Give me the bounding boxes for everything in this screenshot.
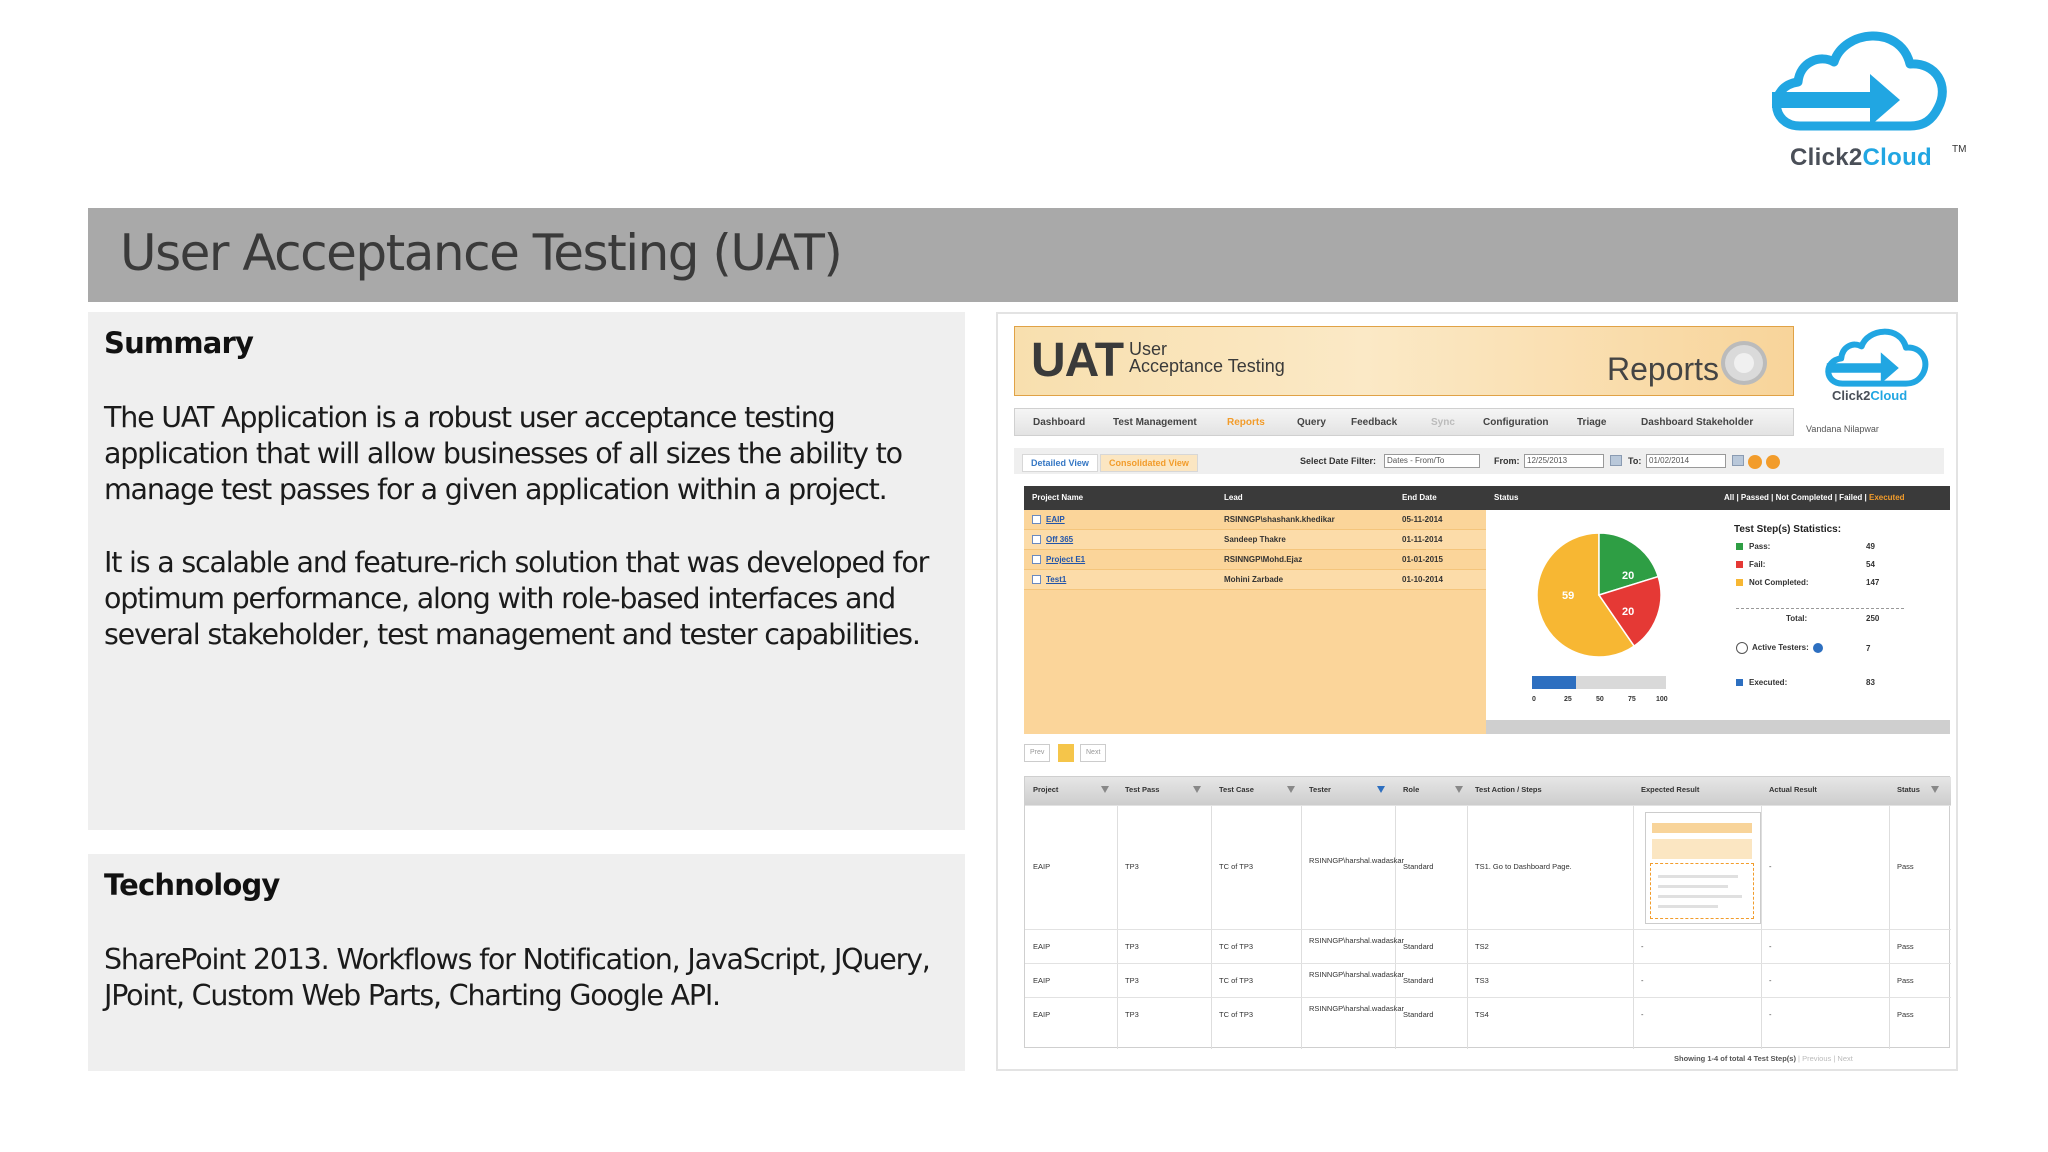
info-icon[interactable] <box>1813 643 1823 653</box>
table-row[interactable] <box>1024 550 1486 570</box>
progress-tick: 75 <box>1628 696 1636 703</box>
nav-sync[interactable]: Sync <box>1431 417 1455 428</box>
stat-active-testers-value: 7 <box>1866 644 1871 653</box>
current-page-button[interactable] <box>1058 744 1074 762</box>
tab-detailed-view[interactable]: Detailed View <box>1022 454 1098 472</box>
date-filter-select[interactable]: Dates - From/To <box>1384 454 1480 468</box>
step-tester: RSINNGP\harshal.wadaskar <box>1309 970 1405 979</box>
col-tester[interactable]: Tester <box>1309 785 1331 794</box>
step-test-case: TC of TP3 <box>1219 976 1254 985</box>
technology-panel <box>88 854 965 1071</box>
refresh-icon[interactable] <box>1748 455 1762 469</box>
nav-dashboard-stakeholder[interactable]: Dashboard Stakeholder <box>1641 417 1754 428</box>
stat-pass: Pass: <box>1736 542 1770 551</box>
stat-active-testers: Active Testers: <box>1736 642 1823 654</box>
col-test-pass[interactable]: Test Pass <box>1125 785 1160 794</box>
steps-table-header <box>1025 777 1951 805</box>
pass-swatch <box>1736 543 1743 550</box>
thumb-line <box>1658 885 1728 888</box>
nav-feedback[interactable]: Feedback <box>1351 417 1398 428</box>
to-date-input[interactable]: 01/02/2014 <box>1646 454 1726 468</box>
summary-paragraph-2: It is a scalable and feature-rich solution that was developed for optimum performance, along with role-based interfaces and several stakeholder, test management and tester capabilities. <box>104 546 929 651</box>
table-row[interactable] <box>1025 997 1951 1031</box>
col-status[interactable]: Status <box>1494 493 1519 502</box>
step-status: Pass <box>1897 976 1914 985</box>
table-row[interactable] <box>1025 963 1951 997</box>
step-action: TS3 <box>1475 976 1489 985</box>
step-action: TS4 <box>1475 1010 1489 1019</box>
project-end-date: 01-01-2015 <box>1402 555 1443 564</box>
expected-result-thumbnail[interactable] <box>1645 812 1761 924</box>
title-bar <box>88 208 1958 302</box>
from-label: From: <box>1494 456 1520 466</box>
step-tester: RSINNGP\harshal.wadaskar <box>1309 856 1405 865</box>
step-test-case: TC of TP3 <box>1219 1010 1254 1019</box>
stat-not-completed: Not Completed: <box>1736 578 1809 587</box>
from-date-input[interactable]: 12/25/2013 <box>1524 454 1604 468</box>
progress-tick: 100 <box>1656 696 1668 703</box>
step-tester: RSINNGP\harshal.wadaskar <box>1309 936 1405 945</box>
stats-footer-bar <box>1486 720 1950 734</box>
pie-label-pass: 20 <box>1622 570 1635 582</box>
summary-panel <box>88 312 965 830</box>
nav-reports[interactable]: Reports <box>1227 417 1265 428</box>
project-end-date: 05-11-2014 <box>1402 515 1443 524</box>
pie-label-not-completed: 59 <box>1562 590 1575 602</box>
project-lead: Sandeep Thakre <box>1224 535 1286 544</box>
prev-page-button[interactable]: Prev <box>1024 744 1050 762</box>
not-completed-swatch <box>1736 579 1743 586</box>
step-test-pass: TP3 <box>1125 976 1139 985</box>
step-project: EAIP <box>1033 1010 1051 1019</box>
stat-total-value: 250 <box>1866 614 1880 623</box>
step-role: Standard <box>1403 942 1434 951</box>
step-actual: - <box>1769 862 1772 871</box>
project-end-date: 01-11-2014 <box>1402 535 1443 544</box>
app-nav-bar <box>1014 408 1794 436</box>
thumb-banner <box>1652 823 1752 833</box>
mini-logo-wordmark: Click2Cloud <box>1832 388 1908 403</box>
click2cloud-logo <box>1760 16 1970 176</box>
step-project: EAIP <box>1033 976 1051 985</box>
step-expected: - <box>1641 976 1644 985</box>
step-expected: - <box>1641 942 1644 951</box>
page-title: User Acceptance Testing (UAT) <box>120 224 842 282</box>
step-test-pass: TP3 <box>1125 942 1139 951</box>
col-actual-result[interactable]: Actual Result <box>1769 785 1817 794</box>
project-table-body <box>1024 510 1486 734</box>
logo-wordmark: Click2Cloud <box>1790 144 1932 171</box>
project-link[interactable]: Project E1 <box>1046 555 1086 564</box>
technology-heading: Technology <box>104 868 280 902</box>
steps-previous-link[interactable]: Previous <box>1802 1054 1832 1063</box>
step-role: Standard <box>1403 1010 1434 1019</box>
executed-progress-bar <box>1532 676 1666 689</box>
date-filter-label: Select Date Filter: <box>1300 456 1377 466</box>
nav-configuration[interactable]: Configuration <box>1483 417 1549 428</box>
trademark-mark: TM <box>1952 144 1967 155</box>
step-test-case: TC of TP3 <box>1219 942 1254 951</box>
stat-not-completed-value: 147 <box>1866 578 1880 587</box>
go-icon[interactable] <box>1766 455 1780 469</box>
stats-divider <box>1736 608 1904 609</box>
progress-tick: 25 <box>1564 696 1572 703</box>
step-project: EAIP <box>1033 942 1051 951</box>
filter-icon[interactable] <box>1455 786 1463 793</box>
project-link[interactable]: Test1 <box>1046 575 1067 584</box>
table-row[interactable] <box>1025 805 1951 929</box>
filter-icon[interactable] <box>1287 786 1295 793</box>
col-role[interactable]: Role <box>1403 785 1420 794</box>
col-test-action[interactable]: Test Action / Steps <box>1475 785 1542 794</box>
col-end-date[interactable]: End Date <box>1402 493 1437 502</box>
row-checkbox[interactable] <box>1032 535 1041 544</box>
col-step-status[interactable]: Status <box>1897 785 1920 794</box>
app-brand-subtitle <box>1129 341 1285 375</box>
step-actual: - <box>1769 942 1772 951</box>
step-expected: - <box>1641 1010 1644 1019</box>
step-status: Pass <box>1897 942 1914 951</box>
technology-paragraph: SharePoint 2013. Workflows for Notification, JavaScript, JQuery, JPoint, Custom Web Parts, Charting Google API. <box>104 943 930 1012</box>
status-statistics-area <box>1486 510 1950 720</box>
col-expected-result[interactable]: Expected Result <box>1641 785 1700 794</box>
thumb-table <box>1652 839 1752 859</box>
current-user[interactable]: Vandana Nilapwar <box>1806 424 1879 434</box>
thumb-line <box>1658 905 1718 908</box>
status-filter-links[interactable]: All | Passed | Not Completed | Failed | Executed <box>1724 493 1905 502</box>
tab-consolidated-view[interactable]: Consolidated View <box>1100 454 1198 472</box>
calendar-icon[interactable] <box>1732 455 1744 466</box>
step-test-pass: TP3 <box>1125 1010 1139 1019</box>
view-toolbar <box>1014 448 1944 474</box>
step-tester: RSINNGP\harshal.wadaskar <box>1309 1004 1405 1013</box>
fail-swatch <box>1736 561 1743 568</box>
table-row[interactable] <box>1024 510 1486 530</box>
uat-app-screenshot <box>996 312 1958 1071</box>
project-link[interactable]: EAIP <box>1046 515 1065 524</box>
pie-label-fail: 20 <box>1622 606 1635 618</box>
cloud-arrow-icon <box>1760 16 1960 146</box>
step-status: Pass <box>1897 1010 1914 1019</box>
nav-triage[interactable]: Triage <box>1577 417 1607 428</box>
stat-fail: Fail: <box>1736 560 1765 569</box>
row-checkbox[interactable] <box>1032 575 1041 584</box>
status-pie-chart <box>1534 530 1664 660</box>
filter-icon[interactable] <box>1931 786 1939 793</box>
app-mini-logo <box>1816 320 1946 410</box>
step-actual: - <box>1769 1010 1772 1019</box>
thumb-line <box>1658 875 1738 878</box>
step-role: Standard <box>1403 976 1434 985</box>
col-project-name[interactable]: Project Name <box>1032 493 1084 502</box>
filter-icon[interactable] <box>1377 786 1385 793</box>
project-end-date: 01-10-2014 <box>1402 575 1443 584</box>
reports-icon <box>1721 341 1767 385</box>
app-banner <box>1014 326 1794 396</box>
stat-total: Total: <box>1786 614 1808 623</box>
thumb-line <box>1658 895 1742 898</box>
step-role: Standard <box>1403 862 1434 871</box>
brand-sub-line-2: Acceptance Testing <box>1129 356 1285 376</box>
calendar-icon[interactable] <box>1610 455 1622 466</box>
col-lead[interactable]: Lead <box>1224 493 1243 502</box>
mini-cloud-icon <box>1816 320 1936 392</box>
step-test-case: TC of TP3 <box>1219 862 1254 871</box>
step-test-pass: TP3 <box>1125 862 1139 871</box>
project-link[interactable]: Off 365 <box>1046 535 1074 544</box>
col-project[interactable]: Project <box>1033 785 1059 794</box>
step-action: TS1. Go to Dashboard Page. <box>1475 862 1572 871</box>
executed-progress-fill <box>1532 676 1576 689</box>
app-brand: UAT <box>1031 334 1124 387</box>
step-action: TS2 <box>1475 942 1489 951</box>
progress-tick: 0 <box>1532 696 1536 703</box>
section-title: Reports <box>1607 351 1720 387</box>
stat-fail-value: 54 <box>1866 560 1875 569</box>
project-lead: Mohini Zarbade <box>1224 575 1284 584</box>
project-lead: RSINNGP\shashank.khedikar <box>1224 515 1335 524</box>
row-checkbox[interactable] <box>1032 515 1041 524</box>
thumb-highlight <box>1650 863 1754 919</box>
stat-pass-value: 49 <box>1866 542 1875 551</box>
progress-tick: 50 <box>1596 696 1604 703</box>
table-row[interactable] <box>1025 929 1951 963</box>
stats-title: Test Step(s) Statistics: <box>1734 524 1842 535</box>
col-test-case[interactable]: Test Case <box>1219 785 1254 794</box>
summary-paragraph-1: The UAT Application is a robust user acceptance testing application that will allow businesses of all sizes the ability to manage test passes for a given application within a project. <box>104 401 902 506</box>
filter-icon[interactable] <box>1101 786 1109 793</box>
steps-count-text: Showing 1-4 of total 4 Test Step(s) <box>1674 1054 1796 1063</box>
next-page-button[interactable]: Next <box>1080 744 1106 762</box>
step-project: EAIP <box>1033 862 1051 871</box>
row-checkbox[interactable] <box>1032 555 1041 564</box>
table-row[interactable] <box>1024 530 1486 550</box>
step-status: Pass <box>1897 862 1914 871</box>
brand-sub-line-1: User <box>1129 339 1168 359</box>
project-table-header <box>1024 486 1950 510</box>
steps-pagination: Showing 1-4 of total 4 Test Step(s) | Previous | Next <box>1674 1054 1853 1063</box>
nav-query[interactable]: Query <box>1297 417 1326 428</box>
test-steps-table <box>1024 776 1950 1048</box>
summary-heading: Summary <box>104 326 254 360</box>
to-label: To: <box>1628 456 1642 466</box>
stat-executed: Executed: <box>1736 678 1787 687</box>
executed-swatch <box>1736 679 1743 686</box>
stat-executed-value: 83 <box>1866 678 1875 687</box>
steps-next-link[interactable]: Next <box>1837 1054 1853 1063</box>
table-row[interactable] <box>1024 570 1486 590</box>
project-lead: RSINNGP\Mohd.Ejaz <box>1224 555 1303 564</box>
nav-dashboard[interactable]: Dashboard <box>1033 417 1086 428</box>
nav-test-management[interactable]: Test Management <box>1113 417 1197 428</box>
step-actual: - <box>1769 976 1772 985</box>
user-icon <box>1736 642 1748 654</box>
filter-icon[interactable] <box>1193 786 1201 793</box>
